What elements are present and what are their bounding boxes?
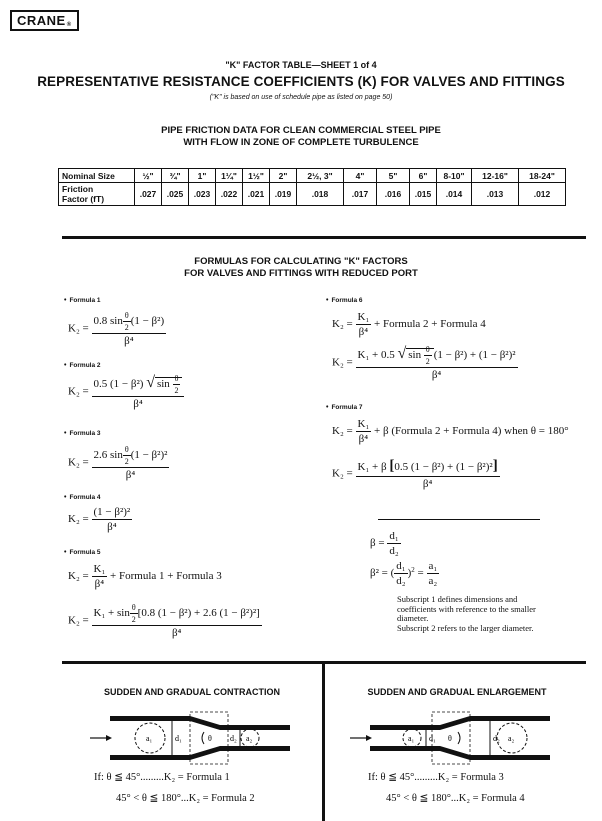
contraction-label-a2: a₂ (246, 734, 253, 743)
formula-7-label: • Formula 7 (326, 404, 363, 411)
contraction-label-d2: d₂ (230, 734, 237, 743)
formulas-heading-line2: FOR VALVES AND FITTINGS WITH REDUCED PORT (184, 268, 418, 279)
size-cell: ¾" (162, 169, 189, 183)
contraction-condition-1: If: θ ≦ 45°.........K₂ = Formula 1 (94, 772, 230, 783)
table-row-factors (59, 183, 566, 206)
beta-squared-definition: β² = ( $\frac{\text{d₁}}{\text{d₂}}$ )$^2$ = $\frac{\text{a₁}}{\text{a₂}}$ (370, 560, 438, 587)
friction-heading-line1: PIPE FRICTION DATA FOR CLEAN COMMERCIAL STEEL PIPE (161, 125, 441, 136)
logo-text: CRANE (17, 13, 66, 28)
formula-7-line-1: K₂ = $\frac{\text{K₁}}{\text{β⁴}}$ + β (Formula 2 + Formula 4) when θ = 180° (332, 418, 569, 445)
table-header-friction-factor (59, 183, 135, 206)
contraction-label-a1: a₁ (146, 734, 153, 743)
registered-mark: ® (66, 22, 72, 28)
enlargement-condition-1: If: θ ≦ 45°.........K₂ = Formula 3 (368, 772, 504, 783)
factor-label: Factor (fT) (62, 194, 105, 204)
friction-heading-line2: WITH FLOW IN ZONE OF COMPLETE TURBULENCE (183, 137, 419, 148)
contraction-label-theta: θ (208, 734, 212, 743)
factor-cell: .022 (216, 183, 243, 206)
factor-cell: .014 (437, 183, 472, 206)
table-row-sizes (59, 169, 566, 183)
size-cell: 18-24" (519, 169, 566, 183)
size-cell: 8-10" (437, 169, 472, 183)
factor-cell: .019 (270, 183, 297, 206)
contraction-diagram (90, 710, 310, 766)
contraction-label-d1: d₁ (175, 734, 182, 743)
formula-4: K₂ = $\frac{\text{(1 − β²)²}}{\text{β⁴}}$ (68, 506, 131, 533)
table-header-nominal-size: Nominal Size (59, 169, 135, 183)
enlargement-label-a2: a₂ (508, 734, 515, 743)
factor-cell: .015 (410, 183, 437, 206)
formula-4-label: • Formula 4 (64, 494, 101, 501)
beta-definition: β = $\frac{\text{d₁}}{\text{d₂}}$ (370, 530, 399, 557)
divider-upper (62, 236, 586, 239)
formula-7-line-2: K₂ = $\frac{\text{K₁ + β [0.5 (1 − β²) + (1 − β²)²]}}{\text{β⁴}}$ (332, 458, 498, 490)
size-cell: 1½" (243, 169, 270, 183)
formula-6-line-1: K₂ = $\frac{\text{K₁}}{\text{β⁴}}$ + Formula 2 + Formula 4 (332, 311, 486, 338)
formula-2-label: • Formula 2 (64, 362, 101, 369)
contraction-title: SUDDEN AND GRADUAL CONTRACTION (104, 687, 280, 697)
size-cell: 12-16" (472, 169, 519, 183)
definitions-rule (378, 519, 540, 520)
schedule-note: ("K" is based on use of schedule pipe as listed on page 50) (209, 94, 393, 101)
formula-1-label: • Formula 1 (64, 297, 101, 304)
formulas-heading (0, 256, 602, 280)
factor-cell: .012 (519, 183, 566, 206)
formula-1: K₂ = 0.8 sin $\frac{\theta}{2}$ (1 − β²) β⁴ (68, 311, 165, 347)
size-cell: 2" (270, 169, 297, 183)
size-cell: 5" (377, 169, 410, 183)
enlargement-label-theta: θ (448, 734, 452, 743)
formula-6-label: • Formula 6 (326, 297, 363, 304)
factor-cell: .027 (135, 183, 162, 206)
factor-cell: .018 (297, 183, 344, 206)
page-title: REPRESENTATIVE RESISTANCE COEFFICIENTS (K) FOR VALVES AND FITTINGS (37, 74, 565, 89)
size-cell: 2½, 3" (297, 169, 344, 183)
formula-2: K₂ = 0.5 (1 − β²) √ sin $\frac{\theta}{2}$ β⁴ (68, 374, 184, 410)
factor-cell: .021 (243, 183, 270, 206)
friction-heading (0, 125, 602, 149)
size-cell: 4" (344, 169, 377, 183)
enlargement-label-d2: d₂ (493, 734, 500, 743)
crane-logo (10, 10, 79, 31)
enlargement-condition-2: 45° < θ ≦ 180°...K₂ = Formula 4 (386, 793, 525, 804)
formulas-heading-line1: FORMULAS FOR CALCULATING "K" FACTORS (194, 256, 408, 267)
factor-cell: .025 (162, 183, 189, 206)
enlargement-label-a1: a₁ (408, 734, 415, 743)
formula-5-line-2: K₂ = K₁ + sin $\frac{\theta}{2}$ [0.8 (1 − β²) + 2.6 (1 − β²)²] β⁴ (68, 603, 260, 639)
factor-cell: .013 (472, 183, 519, 206)
subscript-2-note: Subscript 2 refers to the larger diameter. (397, 622, 534, 633)
formula-5-label: • Formula 5 (64, 549, 101, 556)
factor-cell: .017 (344, 183, 377, 206)
factor-cell: .023 (189, 183, 216, 206)
contraction-condition-2: 45° < θ ≦ 180°...K₂ = Formula 2 (116, 793, 255, 804)
enlargement-diagram (350, 710, 570, 766)
subscript-note (397, 595, 537, 633)
formula-3: K₂ = 2.6 sin $\frac{\theta}{2}$ (1 − β²)² β⁴ (68, 445, 168, 481)
formula-6-line-2: K₂ = K₁ + 0.5 √ sin $\frac{\theta}{2}$ (1 − β²) + (1 − β²)² β⁴ (332, 345, 516, 381)
factor-cell: .016 (377, 183, 410, 206)
formula-3-label: • Formula 3 (64, 430, 101, 437)
friction-label: Friction (62, 184, 94, 194)
divider-vertical (322, 661, 325, 821)
formula-5-line-1: K₂ = $\frac{\text{K₁}}{\text{β⁴}}$ + Formula 1 + Formula 3 (68, 563, 222, 590)
size-cell: 1" (189, 169, 216, 183)
enlargement-label-d1: d₁ (429, 734, 436, 743)
size-cell: ½" (135, 169, 162, 183)
subscript-1-note: Subscript 1 defines dimensions and coefficients with reference to the smaller diameter. (397, 594, 536, 623)
enlargement-title: SUDDEN AND GRADUAL ENLARGEMENT (367, 687, 547, 697)
sheet-label: "K" FACTOR TABLE—SHEET 1 of 4 (225, 60, 377, 70)
size-cell: 6" (410, 169, 437, 183)
size-cell: 1¼" (216, 169, 243, 183)
friction-table (58, 168, 566, 206)
